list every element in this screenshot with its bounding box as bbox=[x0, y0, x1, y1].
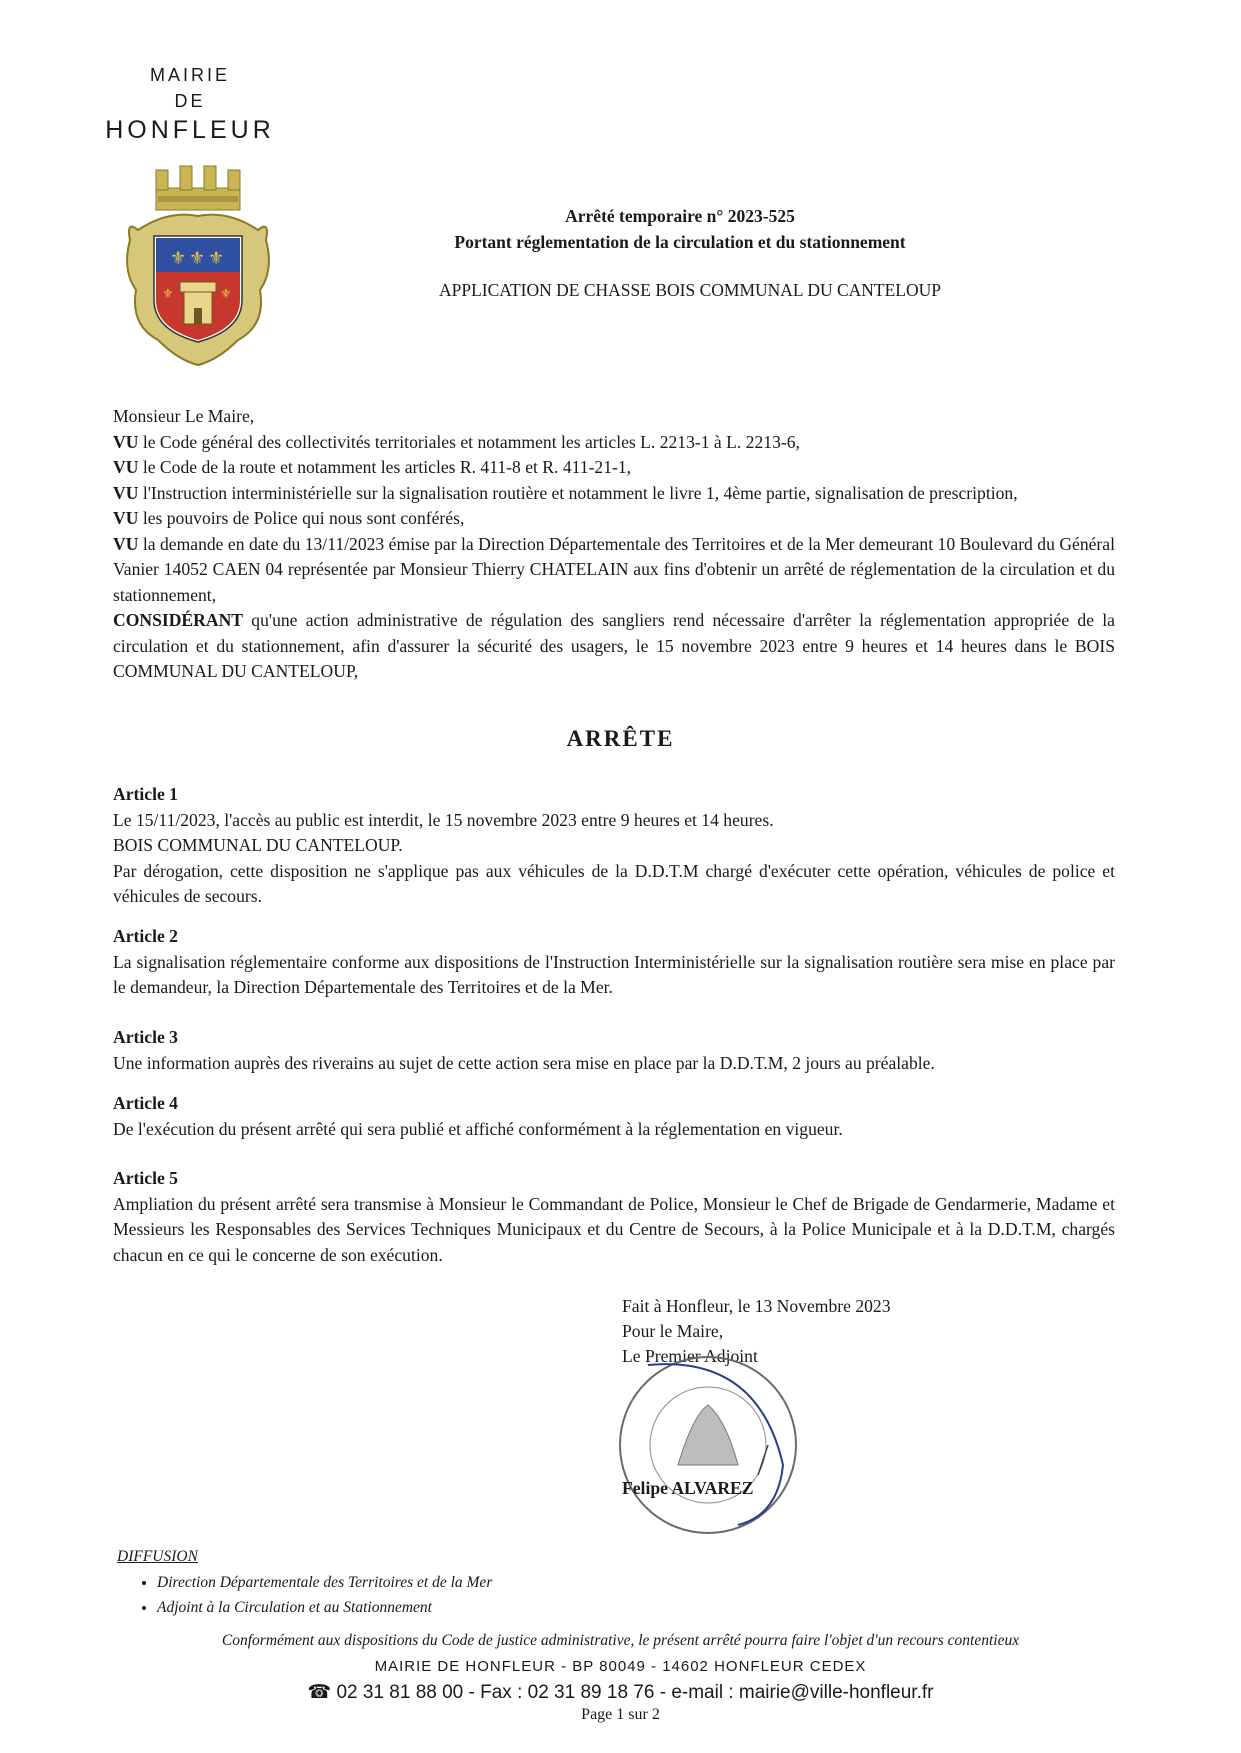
article-line: Une information auprès des riverains au sujet de cette action sera mise en place par la D.D.T.M, 2 jours au préalable. bbox=[113, 1052, 935, 1073]
article-line: Le 15/11/2023, l'accès au public est interdit, le 15 novembre 2023 entre 9 heures et 14 heures. bbox=[113, 809, 774, 830]
diffusion-item: • Direction Départementale des Territoires et de la Mer bbox=[157, 1570, 492, 1595]
diffusion-block bbox=[117, 1548, 492, 1620]
svg-text:⚜: ⚜ bbox=[208, 248, 225, 269]
diffusion-item: • Adjoint à la Circulation et au Stationnement bbox=[157, 1595, 492, 1620]
legal-notice: Conformément aux dispositions du Code de justice administrative, le présent arrêté pourra faire l'objet d'un recours contentieux bbox=[221, 1632, 1020, 1649]
preamble-item: VU le Code général des collectivités territoriales et notamment les articles L. 2213-1 à L. 2213-6, bbox=[113, 431, 800, 452]
decree-application: APPLICATION DE CHASSE BOIS COMMUNAL DU CANTELOUP bbox=[438, 280, 942, 300]
article-4 bbox=[113, 1091, 1115, 1142]
article-3 bbox=[113, 1025, 1115, 1076]
decision-heading: ARRÊTE bbox=[566, 726, 675, 751]
svg-text:⚜: ⚜ bbox=[189, 248, 206, 269]
decree-title: Arrêté temporaire n° 2023-525 bbox=[565, 206, 795, 226]
signatory-name: Felipe ALVAREZ bbox=[622, 1478, 754, 1498]
article-1 bbox=[113, 782, 1115, 910]
article-title: Article 1 bbox=[113, 784, 178, 804]
article-title: Article 3 bbox=[113, 1027, 178, 1047]
preamble-item: VU le Code de la route et notamment les articles R. 411-8 et R. 411-21-1, bbox=[113, 457, 632, 477]
phone-icon: ☎ bbox=[307, 1682, 332, 1703]
preamble-item: VU l'Instruction interministérielle sur la signalisation routière et notamment le livre 1, 4ème partie, signalisation de prescription, bbox=[113, 482, 1018, 503]
signature-role: Le Premier Adjoint bbox=[622, 1346, 758, 1366]
letterhead-line2: DE bbox=[174, 91, 206, 111]
signature-for: Pour le Maire, bbox=[622, 1321, 724, 1341]
coat-of-arms-logo bbox=[118, 160, 278, 372]
letterhead bbox=[90, 62, 290, 146]
preamble-item: VU les pouvoirs de Police qui nous sont conférés, bbox=[113, 508, 465, 528]
svg-text:⚜: ⚜ bbox=[170, 248, 187, 269]
article-line: La signalisation réglementaire conforme aux dispositions de l'Instruction Interministérielle sur la signalisation routière sera mise en place par le demandeur, la Direction Départementale des Territoires et de la Mer. bbox=[113, 951, 1115, 997]
diffusion-title: DIFFUSION bbox=[117, 1548, 198, 1565]
letterhead-line1: MAIRIE bbox=[149, 65, 230, 85]
mairie-stamp bbox=[608, 1345, 808, 1545]
preamble bbox=[113, 404, 1115, 685]
article-title: Article 5 bbox=[113, 1168, 178, 1188]
footer-contact bbox=[0, 1681, 1241, 1704]
preamble-opening: Monsieur Le Maire, bbox=[113, 406, 255, 426]
article-line: De l'exécution du présent arrêté qui sera publié et affiché conformément à la réglementation en vigueur. bbox=[113, 1118, 843, 1139]
article-title: Article 2 bbox=[113, 926, 178, 946]
signature-place-date: Fait à Honfleur, le 13 Novembre 2023 bbox=[622, 1296, 891, 1316]
article-5 bbox=[113, 1166, 1115, 1268]
decree-subtitle: Portant réglementation de la circulation et du stationnement bbox=[454, 232, 906, 252]
letterhead-line3: HONFLEUR bbox=[105, 116, 275, 144]
article-line: Par dérogation, cette disposition ne s'applique pas aux véhicules de la D.D.T.M chargé d'exécuter cette opération, véhicules de police et véhicules de secours. bbox=[113, 860, 1115, 906]
preamble-item: VU la demande en date du 13/11/2023 émise par la Direction Départementale des Territoires et de la Mer demeurant 10 Boulevard du Général Vanier 14052 CAEN 04 représentée par Monsieur Thierry CHATELAIN aux fins d'obtenir un arrêté de réglementation de la circulation et du stationnement, bbox=[113, 533, 1115, 605]
article-line: Ampliation du présent arrêté sera transmise à Monsieur le Commandant de Police, Monsieur le Chef de Brigade de Gendarmerie, Madame et Messieurs les Responsables des Services Techniques Municipaux et du Centre de Secours, à la Police Municipale et à la D.D.T.M, chargés chacun en ce qui le concerne de son exécution. bbox=[113, 1193, 1115, 1265]
svg-text:⚜: ⚜ bbox=[162, 287, 174, 302]
contact-text: 02 31 81 88 00 - Fax : 02 31 89 18 76 - e-mail : mairie@ville-honfleur.fr bbox=[336, 1682, 934, 1703]
preamble-item: CONSIDÉRANT qu'une action administrative de régulation des sangliers rend nécessaire d'arrêter la réglementation appropriée de la circulation et du stationnement, afin d'assurer la sécurité des usagers, le 15 novembre 2023 entre 9 heures et 14 heures dans le BOIS COMMUNAL DU CANTELOUP, bbox=[113, 610, 1115, 681]
article-2 bbox=[113, 924, 1115, 1001]
footer-address: MAIRIE DE HONFLEUR - BP 80049 - 14602 HONFLEUR CEDEX bbox=[374, 1658, 867, 1675]
page-number: Page 1 sur 2 bbox=[581, 1706, 660, 1723]
article-line: BOIS COMMUNAL DU CANTELOUP. bbox=[113, 835, 403, 855]
article-title: Article 4 bbox=[113, 1093, 178, 1113]
svg-text:⚜: ⚜ bbox=[220, 287, 232, 302]
